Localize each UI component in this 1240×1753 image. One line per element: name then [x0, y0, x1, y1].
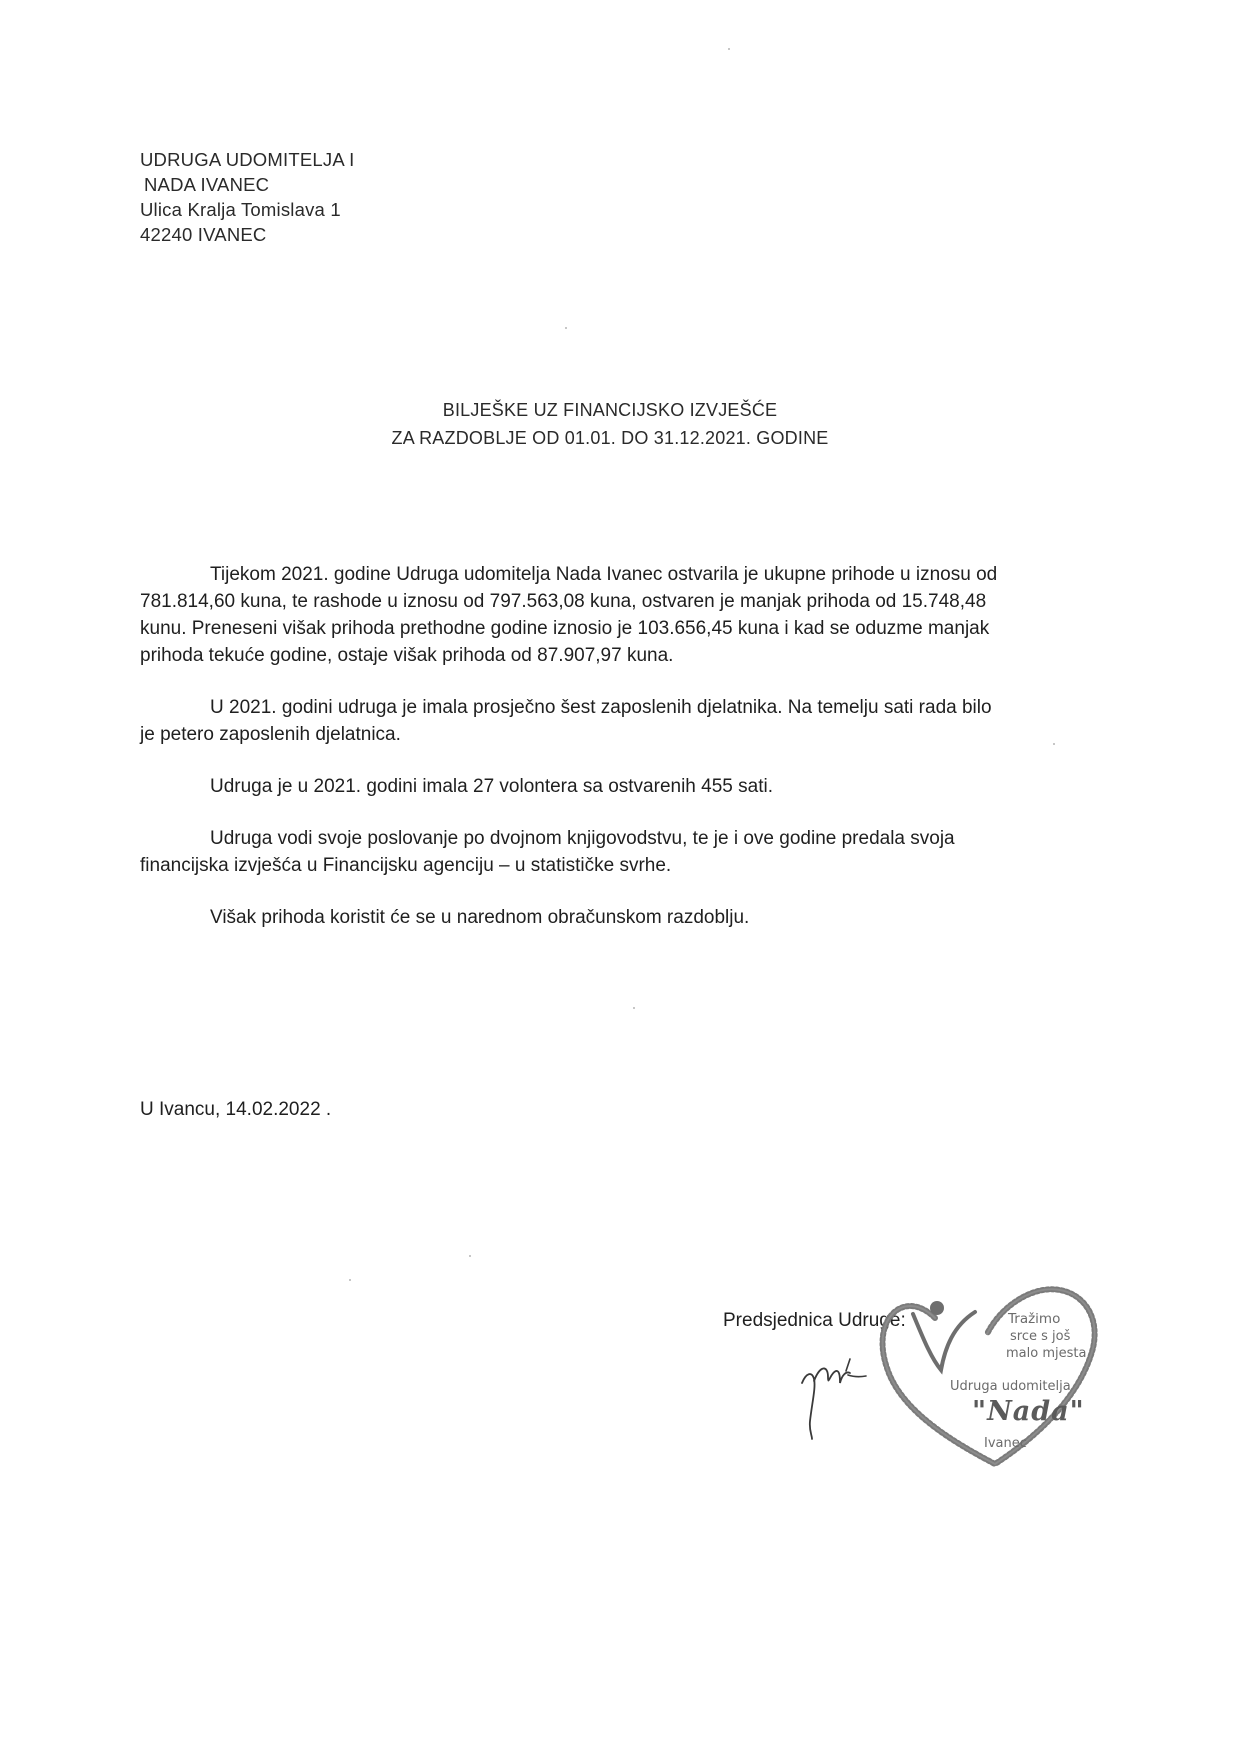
paragraph-bookkeeping — [140, 825, 1090, 879]
scan-speck — [633, 1007, 635, 1009]
paragraph-employees — [140, 694, 1090, 748]
stamp-org-name: Udruga udomitelja — [950, 1379, 1071, 1394]
text-line: kunu. Preneseni višak prihoda prethodne godine iznosio je 103.656,45 kuna i kad se oduzme manjak — [140, 618, 990, 639]
sender-address — [140, 147, 355, 247]
title-line-2: ZA RAZDOBLJE OD 01.01. DO 31.12.2021. GODINE — [391, 428, 829, 448]
scan-speck — [349, 1279, 351, 1281]
place-date: U Ivancu, 14.02.2022 . — [140, 1099, 332, 1120]
scan-speck — [469, 1255, 471, 1257]
stamp-slogan-line-3: malo mjesta — [1006, 1346, 1087, 1361]
stamp-town: Ivanec — [984, 1436, 1027, 1451]
text-line: Tijekom 2021. godine Udruga udomitelja Nada Ivanec ostvarila je ukupne prihode u iznosu od — [210, 564, 998, 585]
paragraph-surplus-use — [140, 904, 1090, 931]
sender-line-postal-city: 42240 IVANEC — [140, 224, 267, 245]
text-line: Udruga vodi svoje poslovanje po dvojnom knjigovodstvu, te je i ove godine predala svoja — [210, 828, 955, 849]
text-line: je petero zaposlenih djelatnica. — [140, 724, 401, 745]
text-line: Višak prihoda koristit će se u narednom obračunskom razdoblju. — [210, 907, 750, 928]
paragraph-volunteers — [140, 773, 1090, 800]
scan-speck — [728, 48, 730, 50]
document-title — [0, 396, 1220, 452]
sender-line-org: UDRUGA UDOMITELJA I — [140, 149, 355, 170]
stamp-association-name: "Nada" — [972, 1396, 1085, 1427]
sender-line-org-name: NADA IVANEC — [144, 174, 270, 195]
text-line: U 2021. godini udruga je imala prosječno šest zaposlenih djelatnika. Na temelju sati rada bilo — [210, 697, 992, 718]
signatory-label: Predsjednica Udruge: — [723, 1310, 906, 1331]
stamp-slogan-line-1: Tražimo — [1008, 1311, 1061, 1327]
text-line: financijska izvješća u Financijsku agenciju – u statističke svrhe. — [140, 855, 672, 876]
scan-speck — [1053, 743, 1055, 745]
title-line-1: BILJEŠKE UZ FINANCIJSKO IZVJEŠĆE — [442, 400, 778, 420]
text-line: Udruga je u 2021. godini imala 27 volontera sa ostvarenih 455 sati. — [210, 776, 773, 797]
paragraph-financial-result — [140, 561, 1090, 669]
stamp-slogan-line-2: srce s još — [1010, 1329, 1071, 1344]
sender-line-street: Ulica Kralja Tomislava 1 — [140, 199, 341, 220]
document-body — [140, 561, 1090, 956]
text-line: prihoda tekuće godine, ostaje višak prihoda od 87.907,97 kuna. — [140, 645, 674, 666]
scan-speck — [565, 327, 567, 329]
text-line: 781.814,60 kuna, te rashode u iznosu od 797.563,08 kuna, ostvaren je manjak prihoda od 15.748,48 — [140, 591, 987, 612]
